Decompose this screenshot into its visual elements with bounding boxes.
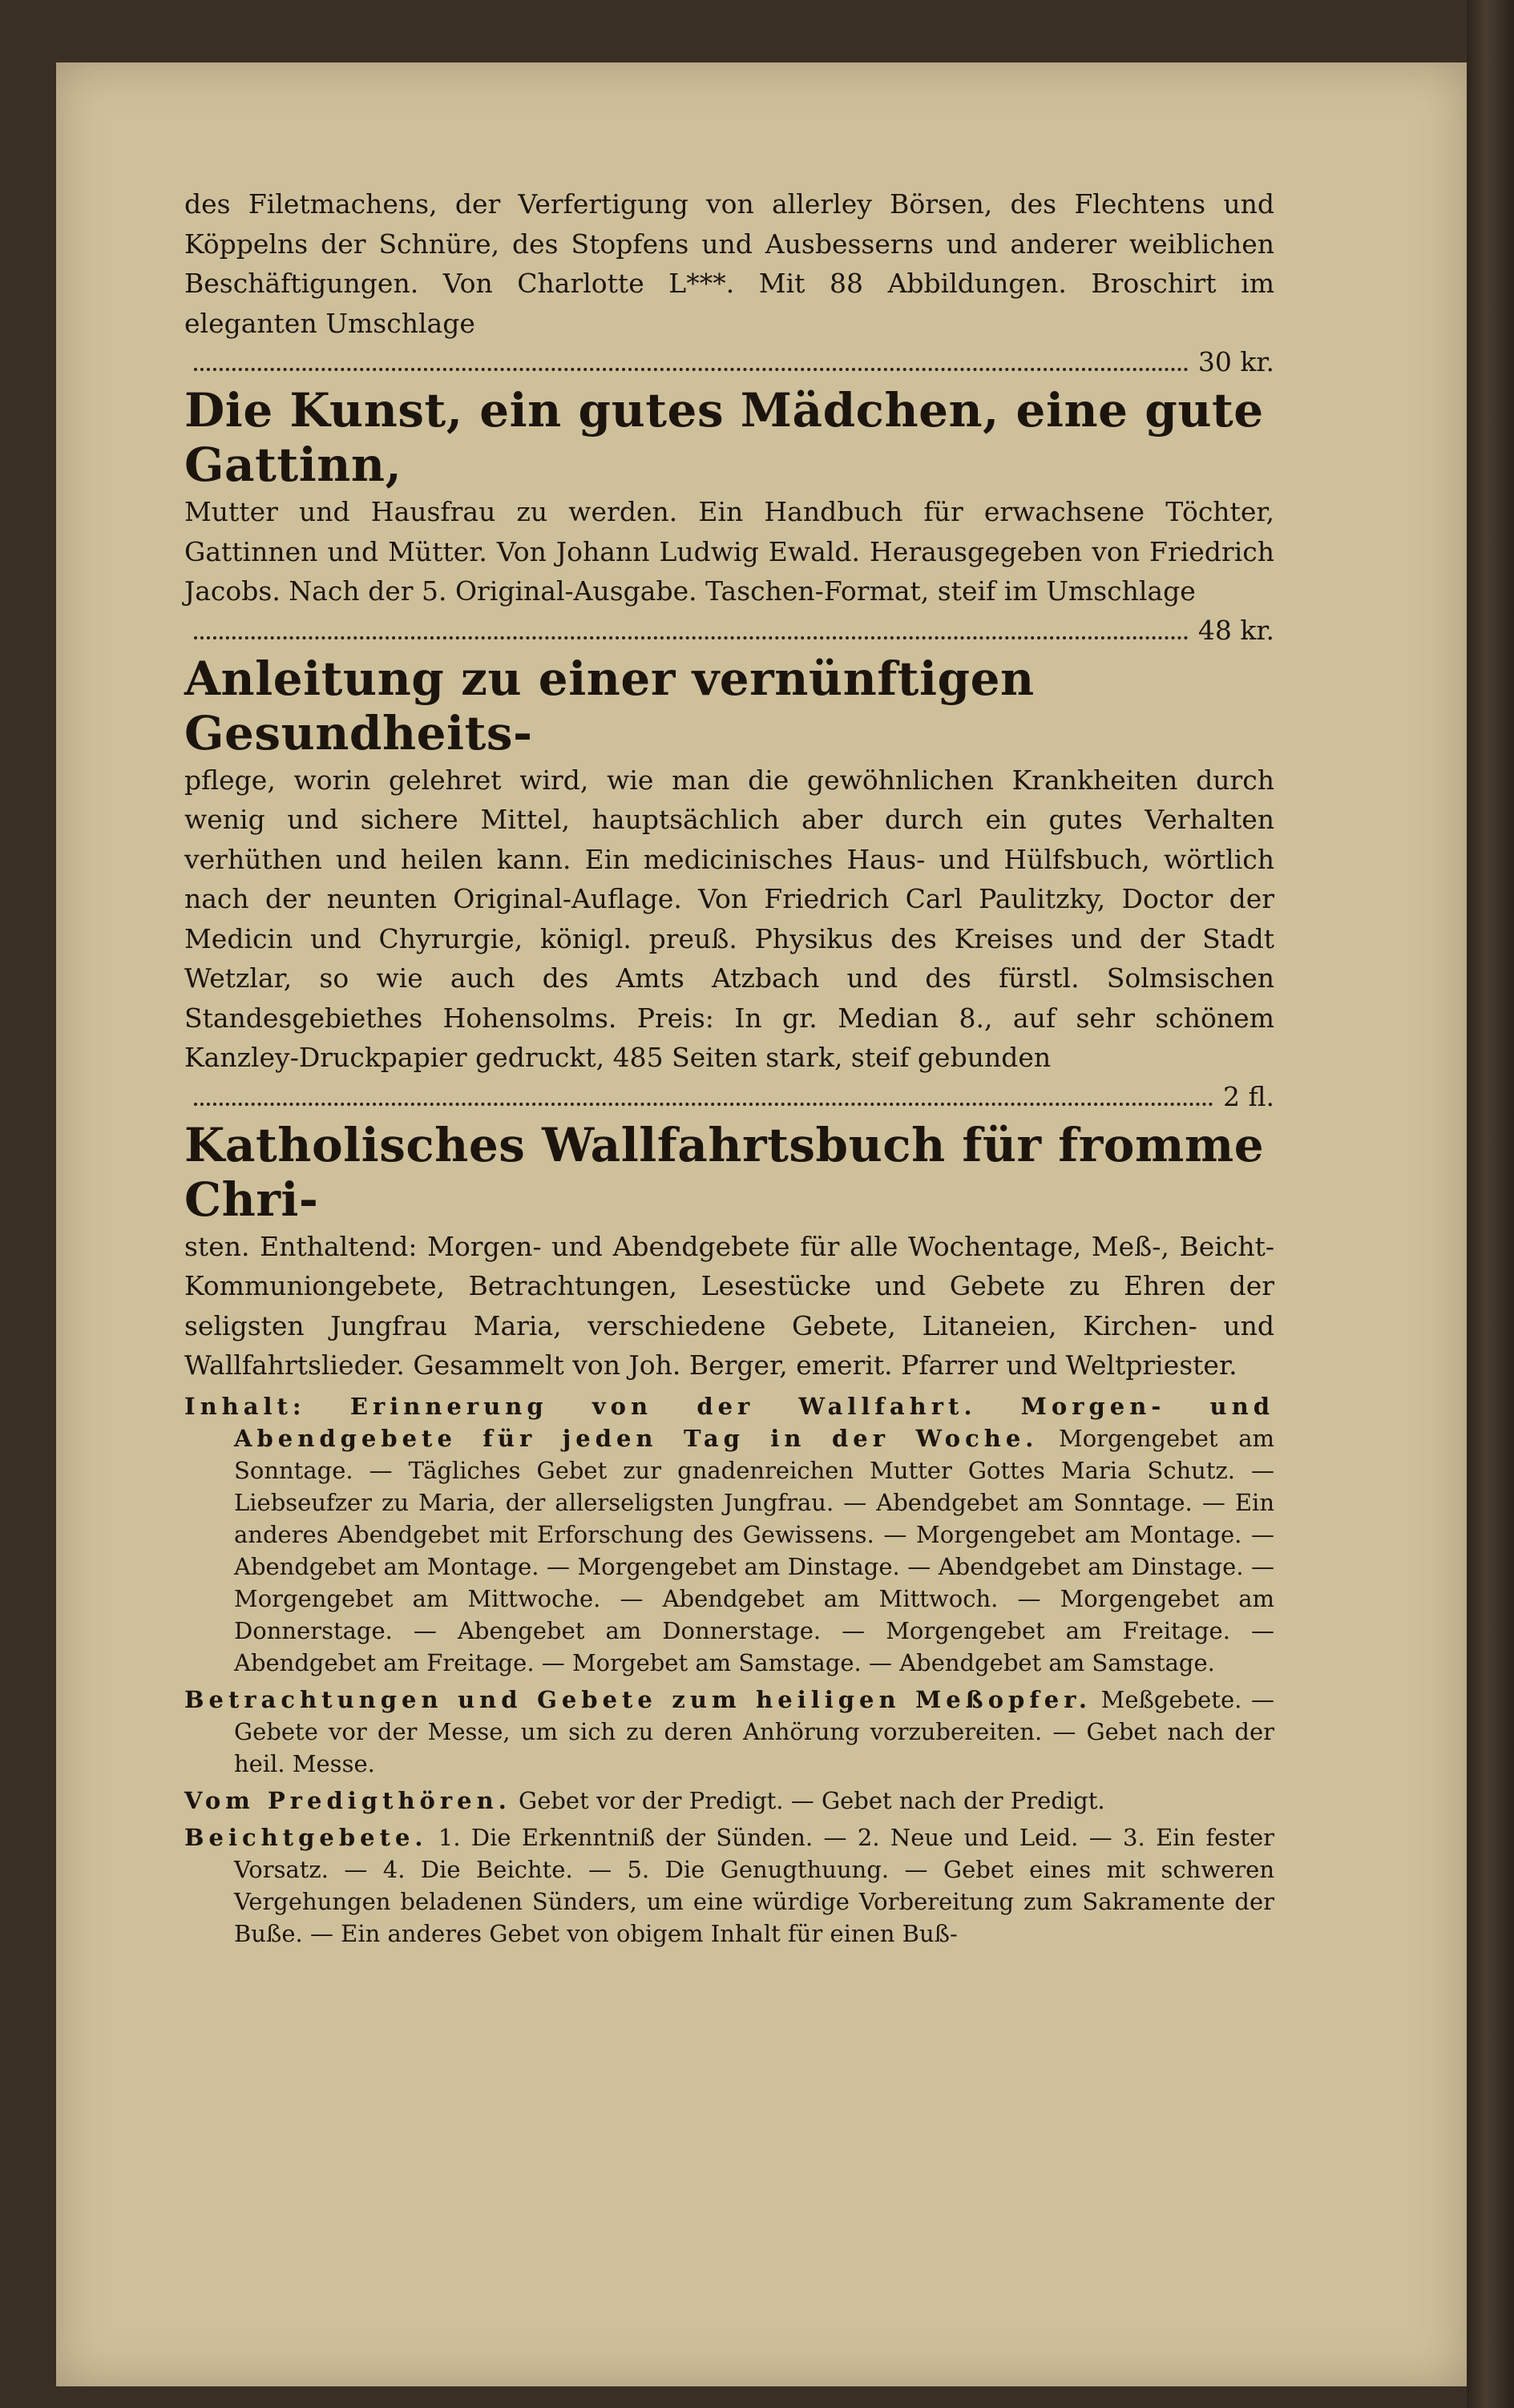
entry-price: 30 kr. (1197, 346, 1274, 377)
leader-dots (194, 368, 1189, 371)
contents-heading: Inhalt: Erinnerung von der Wallfahrt. Morgen- und Abendgebete für jeden Tag in der Woche. (184, 1392, 1274, 1452)
price-line (184, 1078, 1274, 1116)
contents-heading: Betrachtungen und Gebete zum heiligen Meßopfer. (184, 1685, 1092, 1713)
contents-text: Meßgebete. — Gebete vor der Messe, um sich zu deren Anhörung vorzubereiten. — Gebet nach der heil. Messe. (234, 1685, 1274, 1777)
contents-heading: Vom Predigthören. (184, 1786, 511, 1814)
entry-text: pflege, worin gelehret wird, wie man die gewöhnlichen Krankheiten durch wenig und sichere Mittel, hauptsächlich aber durch ein gutes Verhalten verhüthen und heilen kann. Ein medicinisches Haus- und Hülfsbuch, wörtlich nach der neunten Original-Auflage. Von Friedrich Carl Paulitzky, Doctor der Medicin und Chyrurgie, königl. preuß. Physikus des Kreises und der Stadt Wetzlar, so wie auch des Amts Atzbach und des fürstl. Solmsischen Standesgebiethes Hohensolms. Preis: In gr. Median 8., auf sehr schönem Kanzley-Druckpapier gedruckt, 485 Seiten stark, steif gebunden (184, 764, 1274, 1073)
leader-dots (194, 636, 1189, 639)
entry-price: 48 kr. (1197, 614, 1274, 646)
price-line (184, 343, 1274, 381)
contents-item (184, 1785, 1274, 1817)
contents-item (184, 1684, 1274, 1780)
entry-title: Die Kunst, ein gutes Mädchen, eine gute Gattinn, (184, 383, 1264, 492)
book-edge (1467, 0, 1514, 2408)
entry-kunst (184, 383, 1274, 650)
entry-title: Anleitung zu einer vernünftigen Gesundheits- (184, 651, 1035, 760)
entry-text: Mutter und Hausfrau zu werden. Ein Handbuch für erwachsene Töchter, Gattinnen und Mütter. Von Johann Ludwig Ewald. Herausgegeben von Friedrich Jacobs. Nach der 5. Original-Ausgabe. Taschen-Format, steif im Umschlage (184, 496, 1274, 607)
contents-heading: Beichtgebete. (184, 1823, 428, 1851)
entry-text: des Filetmachens, der Verfertigung von allerley Börsen, des Flechtens und Köppelns der Schnüre, des Stopfens und Ausbesserns und anderer weiblichen Beschäftigungen. Von Charlotte L***. Mit 88 Abbildungen. Broschirt im eleganten Umschlage (184, 188, 1274, 339)
entry-filetmachen (184, 184, 1274, 381)
contents-text: Morgengebet am Sonntage. — Tägliches Gebet zur gnadenreichen Mutter Gottes Maria Schutz. — Liebseufzer zu Maria, der allerseligsten Jungfrau. — Abendgebet am Sonntage. — Ein anderes Abendgebet mit Erforschung des Gewissens. — Morgengebet am Montage. — Abendgebet am Montage. — Morgengebet am Dinstage. — Abendgebet am Dinstage. — Morgengebet am Mittwoche. — Abendgebet am Mittwoch. — Morgengebet am Donnerstage. — Abengebet am Donnerstage. — Morgengebet am Freitage. — Abendgebet am Freitage. — Morgebet am Samstage. — Abendgebet am Samstage. (234, 1424, 1274, 1676)
entry-title: Katholisches Wallfahrtsbuch für fromme Chri- (184, 1117, 1265, 1227)
contents-item (184, 1390, 1274, 1679)
leader-dots (194, 1103, 1213, 1106)
table-of-contents (184, 1390, 1274, 1950)
entry-text: sten. Enthaltend: Morgen- und Abendgebete für alle Wochentage, Meß-, Beicht- Kommuniongebete, Betrachtungen, Lesestücke und Gebete zu Ehren der seligsten Jungfrau Maria, verschiedene Gebete, Litaneien, Kirchen- und Wallfahrtslieder. Gesammelt von Joh. Berger, emerit. Pfarrer und Weltpriester. (184, 1230, 1274, 1381)
contents-text: Gebet vor der Predigt. — Gebet nach der Predigt. (519, 1786, 1105, 1814)
entry-anleitung (184, 651, 1274, 1116)
entry-wallfahrtsbuch (184, 1118, 1274, 1386)
contents-text: 1. Die Erkenntniß der Sünden. — 2. Neue und Leid. — 3. Ein fester Vorsatz. — 4. Die Beichte. — 5. Die Genugthuung. — Gebet eines mit schweren Vergehungen beladenen Sünders, um eine würdige Vorbereitung zum Sakramente der Buße. — Ein anderes Gebet von obigem Inhalt für einen Buß- (234, 1823, 1274, 1947)
entry-price: 2 fl. (1223, 1080, 1274, 1112)
contents-item (184, 1821, 1274, 1950)
page-content (184, 184, 1274, 1954)
price-line (184, 611, 1274, 650)
